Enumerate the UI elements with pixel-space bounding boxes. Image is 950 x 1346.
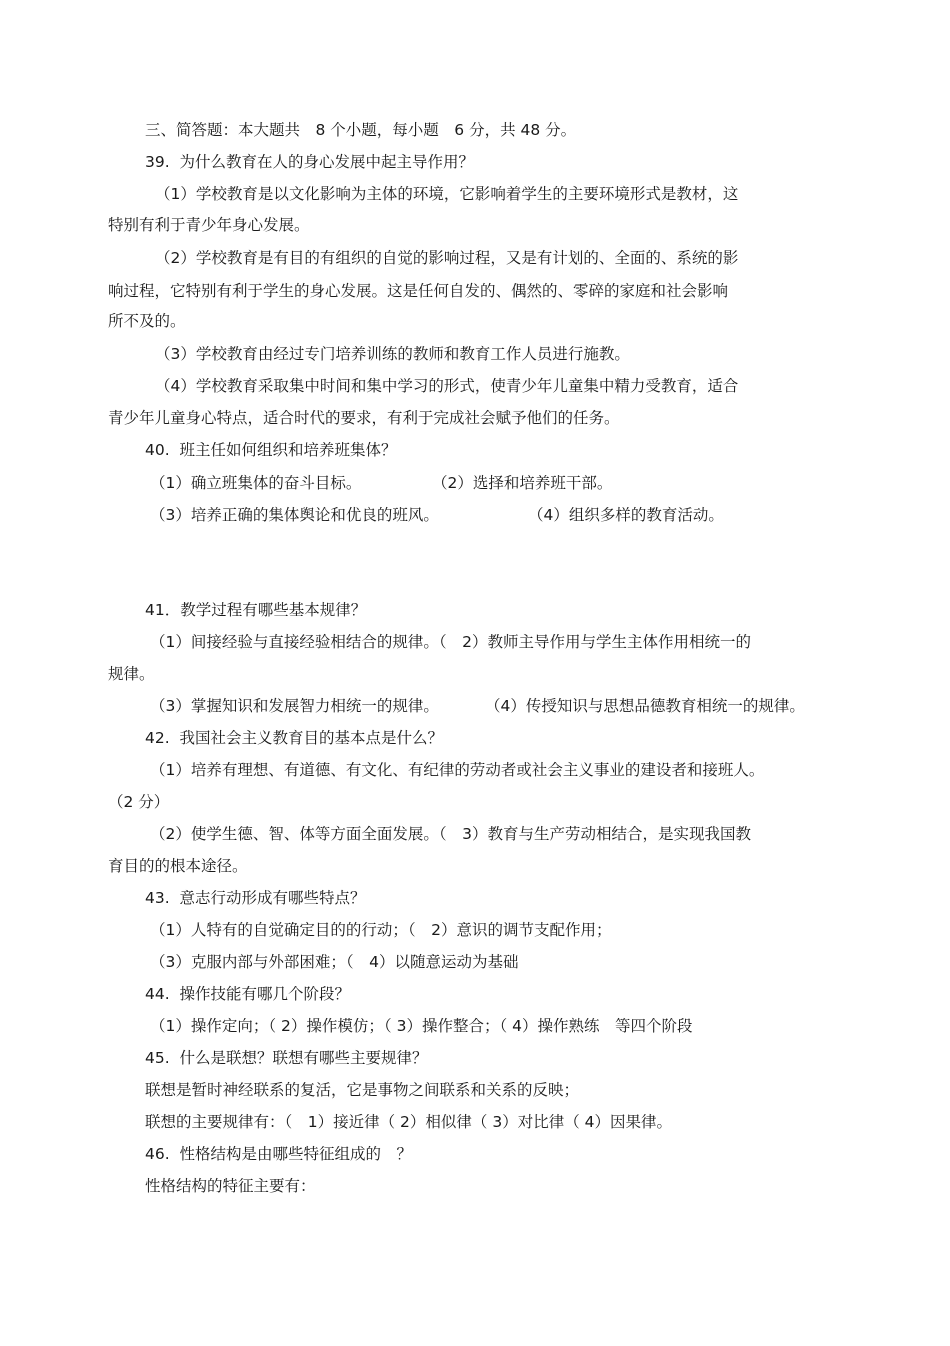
answer-line: （4）学校教育采取集中时间和集中学习的形式，使青少年儿童集中精力受教育，适合 [155, 377, 739, 395]
answer-line: （1）操作定向；（ 2）操作模仿；（ 3）操作整合；（ 4）操作熟练 等四个阶段 [150, 1017, 693, 1035]
answer-line: （2）使学生德、智、体等方面全面发展。（ 3）教育与生产劳动相结合，是实现我国教 [150, 825, 751, 843]
answer-line: （2）选择和培养班干部。 [432, 474, 613, 492]
answer-line: （1）学校教育是以文化影响为主体的环境，它影响着学生的主要环境形式是教材，这 [155, 185, 739, 203]
question-41: 41．教学过程有哪些基本规律？ [145, 601, 367, 619]
answer-line: （3）克服内部与外部困难；（ 4）以随意运动为基础 [150, 953, 519, 971]
section-heading: 三、简答题：本大题共 8 个小题，每小题 6 分，共 48 分。 [145, 121, 577, 139]
answer-line: （4）组织多样的教育活动。 [528, 506, 724, 524]
answer-line: 育目的的根本途径。 [108, 857, 248, 875]
answer-line: 青少年儿童身心特点，适合时代的要求，有利于完成社会赋予他们的任务。 [108, 409, 620, 427]
answer-line: （2 分） [108, 793, 170, 811]
answer-line: （1）间接经验与直接经验相结合的规律。（ 2）教师主导作用与学生主体作用相统一的 [150, 633, 751, 651]
question-42: 42. 我国社会主义教育目的基本点是什么？ [145, 729, 444, 747]
answer-line: （1）培养有理想、有道德、有文化、有纪律的劳动者或社会主义事业的建设者和接班人。 [150, 761, 765, 779]
question-45: 45. 什么是联想？联想有哪些主要规律？ [145, 1049, 428, 1067]
answer-line: （4）传授知识与思想品德教育相统一的规律。 [485, 697, 805, 715]
question-39: 39. 为什么教育在人的身心发展中起主导作用？ [145, 153, 475, 171]
question-44: 44. 操作技能有哪几个阶段？ [145, 985, 351, 1003]
answer-line: （3）学校教育由经过专门培养训练的教师和教育工作人员进行施教。 [155, 345, 630, 363]
question-43: 43. 意志行动形成有哪些特点？ [145, 889, 366, 907]
answer-line: 规律。 [108, 665, 155, 683]
question-46: 46. 性格结构是由哪些特征组成的 ？ [145, 1145, 413, 1163]
answer-line: （3）掌握知识和发展智力相统一的规律。 [150, 697, 439, 715]
question-40: 40. 班主任如何组织和培养班集体？ [145, 441, 397, 459]
answer-line: （1）确立班集体的奋斗目标。 [150, 474, 362, 492]
answer-line: 响过程，它特别有利于学生的身心发展。这是任何自发的、偶然的、零碎的家庭和社会影响 [108, 282, 729, 300]
answer-line: （2）学校教育是有目的有组织的自觉的影响过程，又是有计划的、全面的、系统的影 [155, 249, 739, 267]
answer-line: 特别有利于青少年身心发展。 [108, 216, 310, 234]
answer-line: 联想的主要规律有：（ 1）接近律（ 2）相似律（ 3）对比律（ 4）因果律。 [145, 1113, 672, 1131]
answer-line: （1）人特有的自觉确定目的的行动；（ 2）意识的调节支配作用； [150, 921, 612, 939]
answer-line: 性格结构的特征主要有： [145, 1177, 316, 1195]
answer-line: （3）培养正确的集体舆论和优良的班风。 [150, 506, 439, 524]
answer-line: 联想是暂时神经联系的复活，它是事物之间联系和关系的反映； [145, 1081, 580, 1099]
answer-line: 所不及的。 [108, 312, 186, 330]
